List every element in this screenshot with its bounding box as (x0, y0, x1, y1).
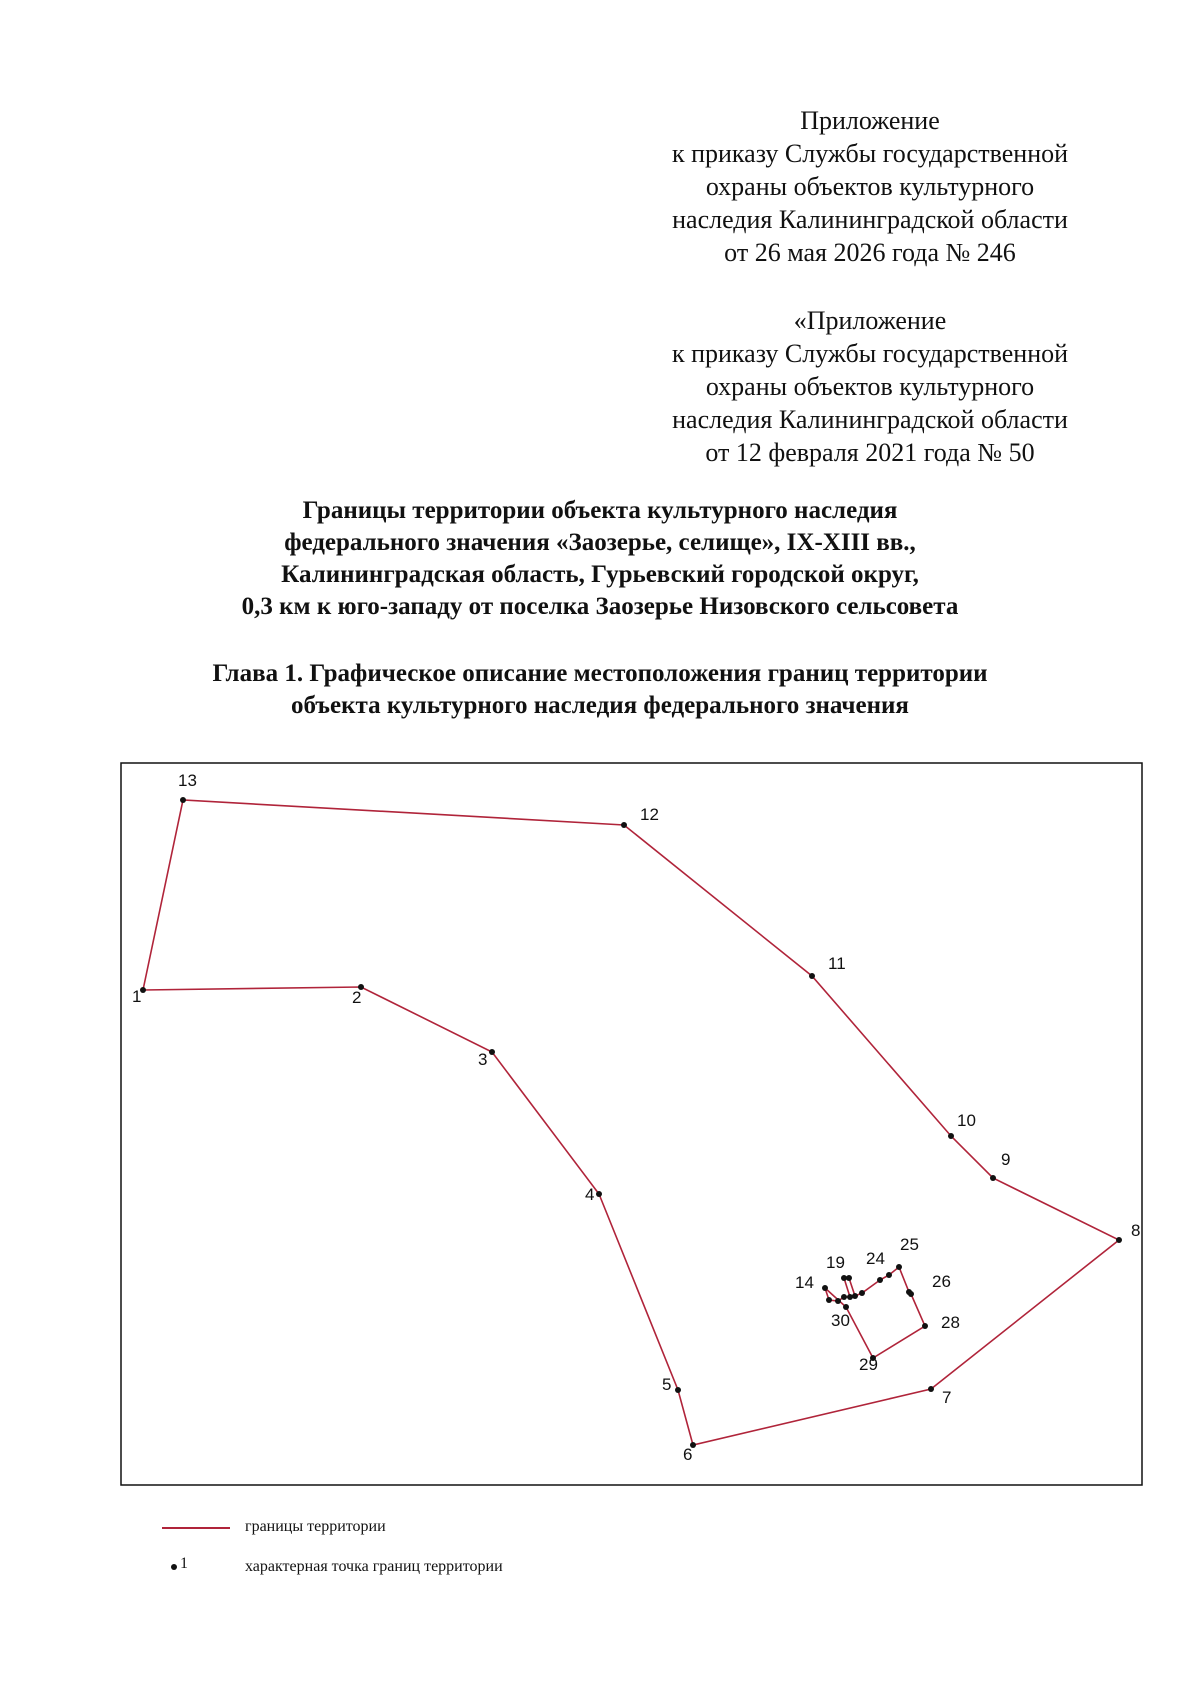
chapter-line: Глава 1. Графическое описание местоположения границ территории (212, 660, 988, 687)
point-label-4: 4 (585, 1185, 595, 1204)
boundary-point-13 (180, 797, 186, 803)
appendix-line: к приказу Службы государственной (671, 339, 1069, 368)
point-label-8: 8 (1131, 1221, 1141, 1240)
boundary-point-23 (877, 1277, 883, 1283)
legend-point-label: характерная точка границ территории (245, 1558, 503, 1575)
legend-point-sample-dot (171, 1564, 177, 1570)
point-label-12: 12 (640, 805, 659, 824)
boundary-point-18 (847, 1294, 853, 1300)
boundary-point-17 (841, 1294, 847, 1300)
legend-boundary-line-sample (162, 1527, 230, 1529)
point-label-13: 13 (178, 771, 197, 790)
boundary-point-28 (922, 1323, 928, 1329)
point-label-11: 11 (828, 954, 846, 973)
boundary-point-24 (886, 1272, 892, 1278)
boundary-point-14 (822, 1285, 828, 1291)
boundary-point-25 (896, 1264, 902, 1270)
appendix-line: охраны объектов культурного (705, 372, 1035, 401)
boundary-point-22 (859, 1290, 865, 1296)
boundary-point-16 (835, 1298, 841, 1304)
point-label-28: 28 (941, 1313, 960, 1332)
map-frame (121, 763, 1142, 1485)
point-label-1: 1 (132, 987, 142, 1006)
appendix-line: Приложение (800, 106, 940, 135)
boundary-point-30 (843, 1304, 849, 1310)
point-label-3: 3 (478, 1050, 488, 1069)
point-label-24: 24 (866, 1249, 885, 1268)
boundary-point-10 (948, 1133, 954, 1139)
appendix-line: «Приложение (793, 306, 947, 335)
legend-point-sample-number: 1 (180, 1555, 188, 1572)
point-label-30: 30 (831, 1311, 850, 1330)
title-line: Границы территории объекта культурного наследия (302, 497, 898, 524)
appendix-date-line: от 26 мая 2026 года № 246 (724, 238, 1016, 267)
point-label-10: 10 (957, 1111, 976, 1130)
boundary-point-15 (826, 1297, 832, 1303)
point-label-25: 25 (900, 1235, 919, 1254)
appendix-date-line: от 12 февраля 2021 года № 50 (705, 438, 1035, 467)
appendix-line: к приказу Службы государственной (671, 139, 1069, 168)
title-line: Калининградская область, Гурьевский городской округ, (281, 561, 919, 588)
point-label-7: 7 (942, 1388, 952, 1407)
title-line: 0,3 км к юго-западу от поселка Заозерье Низовского сельсовета (241, 593, 959, 620)
point-label-2: 2 (352, 988, 362, 1007)
chapter-line: объекта культурного наследия федерального значения (291, 692, 909, 719)
appendix-line: наследия Калининградской области (672, 405, 1068, 434)
boundary-point-21 (852, 1293, 858, 1299)
point-label-6: 6 (683, 1445, 693, 1464)
boundary-point-7 (928, 1386, 934, 1392)
point-label-19: 19 (826, 1253, 845, 1272)
appendix-line: охраны объектов культурного (705, 172, 1035, 201)
point-label-26: 26 (932, 1272, 951, 1291)
title-line: федерального значения «Заозерье, селище», IX-XIII вв., (284, 529, 916, 556)
boundary-point-12 (621, 822, 627, 828)
boundary-point-8 (1116, 1237, 1122, 1243)
appendix-line: наследия Калининградской области (672, 205, 1068, 234)
boundary-point-11 (809, 973, 815, 979)
point-label-29: 29 (859, 1355, 878, 1374)
legend-boundary-label: границы территории (245, 1518, 386, 1535)
boundary-point-5 (675, 1387, 681, 1393)
point-label-14: 14 (795, 1273, 814, 1292)
boundary-point-27 (908, 1291, 914, 1297)
boundary-point-3 (489, 1049, 495, 1055)
point-label-5: 5 (662, 1375, 672, 1394)
boundary-point-20 (846, 1275, 852, 1281)
point-label-9: 9 (1001, 1150, 1011, 1169)
boundary-point-9 (990, 1175, 996, 1181)
boundary-point-4 (596, 1191, 602, 1197)
